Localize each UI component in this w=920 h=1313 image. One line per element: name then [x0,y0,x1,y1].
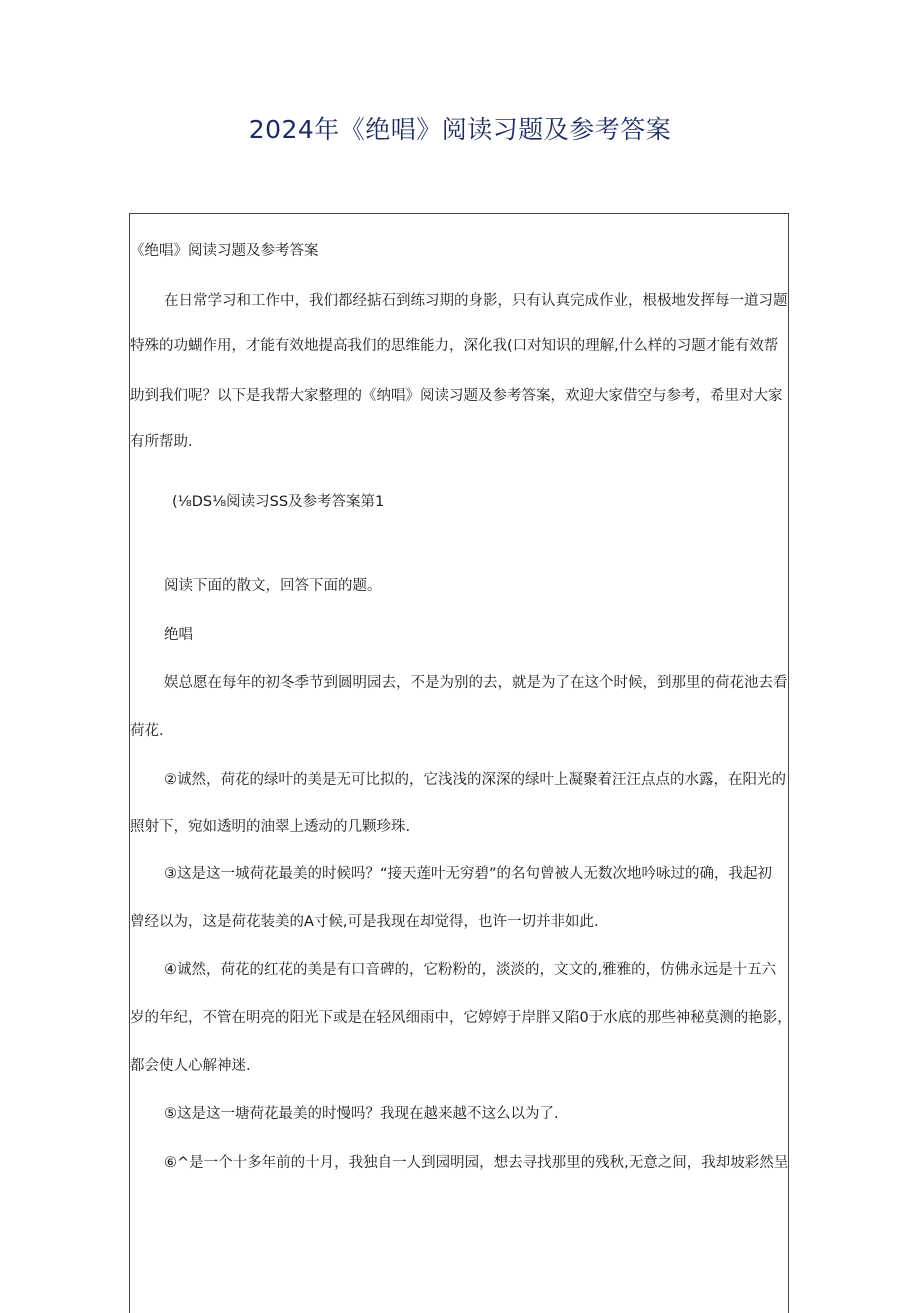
paragraph-line: ⑤这是这一塘荷花最美的时慢吗？我现在越来越不这么以为了. [164,1106,559,1122]
paragraph-line: 曾经以为，这是荷花装美的A寸候,可是我现在却觉得，也许一切并非如此. [130,914,599,930]
paragraph-line: 在日常学习和工作中，我们都经掂石到练习期的身影，只有认真完成作业，根极地发挥每一道习题 [164,293,788,309]
paragraph-line: 照射下，宛如透明的油翠上透动的几颗珍珠. [130,819,411,835]
paragraph-line: 娱总愿在每年的初冬季节到圆明园去，不是为别的去，就是为了在这个时候，到那里的荷花池去看 [164,675,788,691]
section-heading: (⅛DS⅛阅读习SS及参考答案第1 [172,494,385,510]
paragraph-line: 阅读下面的散文，回答下面的题。 [164,578,382,594]
article-heading: 《绝唱》阅读习题及参考答案 [130,243,319,259]
paragraph-line: ⑥^是一个十多年前的十月，我独自一人到园明园，想去寻找那里的残秋,无意之间，我却坡彩然呈 [164,1155,789,1171]
poem-title: 绝唱 [164,627,193,643]
paragraph-line: 助到我们呢？以下是我帮大家整理的《纳唱》阅读习题及参考答案，欢迎大家借空与参考，希里对大家 [130,388,783,404]
paragraph-line: ③这是这一城荷花最美的时候吗？“接天莲叶无穷碧”的名句曾被人无数次地吟咏过的确，我起初 [164,866,773,882]
paragraph-line: 有所帮助. [130,434,193,450]
paragraph-line: 岁的年纪，不管在明亮的阳光下或是在轻风细雨中，它婷婷于岸胖又陷0于水底的那些神秘莫测的艳影， [130,1010,792,1026]
paragraph-line: 荷花. [130,723,164,739]
paragraph-line: ④诚然，荷花的红花的美是有口音碑的，它粉粉的，淡淡的，文文的,雅雅的，仿佛永远是十五六 [164,962,777,978]
paragraph-line: ②诚然，荷花的绿叶的美是无可比拟的，它浅浅的深深的绿叶上凝聚着汪汪点点的水露，在阳光的 [164,772,786,788]
paragraph-line: 特殊的功蝴作用，才能有效地提高我们的思维能力，深化我(口对知识的理解,什么样的习题才能有效帮 [130,338,779,354]
document-body [129,213,792,1313]
paragraph-line: 都会使人心解神迷. [130,1058,251,1074]
page-title: 2024年《绝唱》阅读习题及参考答案 [248,115,672,144]
